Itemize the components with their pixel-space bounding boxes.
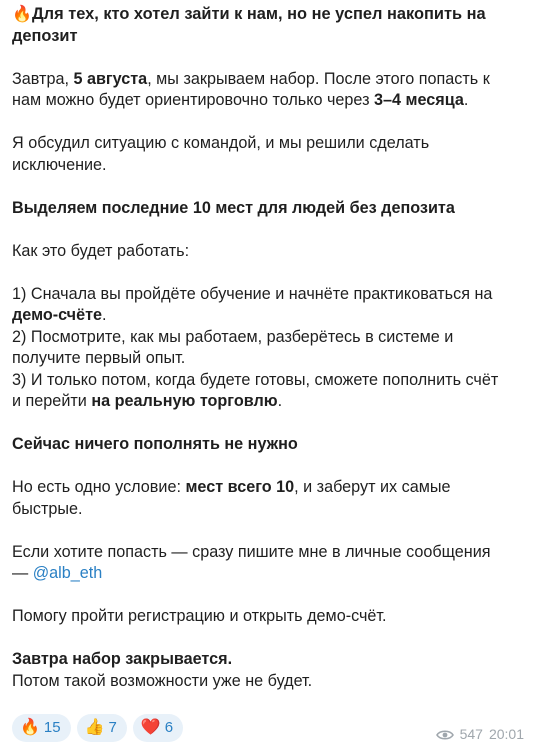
contact: Если хотите попасть — сразу пишите мне в личные сообщения	[12, 542, 491, 561]
step-1-2	[12, 305, 522, 327]
heading-no-deposit: Сейчас ничего пополнять не нужно	[12, 435, 298, 453]
paragraph-exception: Я обсудил ситуацию с командой, и мы решили сделать	[12, 134, 430, 152]
condition	[12, 477, 522, 499]
bold-demo: демо-счёте	[12, 306, 103, 324]
how-it-works: Как это будет работать:	[12, 241, 190, 260]
paragraph-closing-date-2	[12, 90, 522, 112]
text: .	[277, 392, 283, 410]
text: , и заберут их самые	[294, 478, 451, 496]
step-3: 3) И только потом, когда будете готовы, сможете пополнить счёт	[12, 370, 499, 389]
message-meta	[436, 724, 524, 746]
reaction-count: 6	[164, 719, 174, 737]
text: , мы закрываем набор. После этого попасть к	[147, 69, 490, 88]
username-link[interactable]: @alb_eth	[32, 564, 103, 582]
text: .	[102, 306, 107, 324]
reactions-bar	[12, 714, 183, 742]
message-time: 20:01	[488, 726, 524, 742]
contact-2	[12, 563, 522, 585]
bold-date: 5 августа	[73, 69, 148, 88]
heading-last-places: Выделяем последние 10 мест для людей без депозита	[12, 198, 455, 217]
closing-tomorrow: Завтра набор закрывается.	[12, 650, 233, 668]
reaction-heart[interactable]	[133, 714, 183, 742]
text: нам можно будет ориентировочно только через	[12, 91, 374, 109]
bold-period: 3–4 месяца	[374, 91, 464, 109]
text: и перейти	[12, 392, 92, 410]
no-more-chance: Потом такой возможности уже не будет.	[12, 671, 313, 690]
thumbs-up-icon: 👍	[84, 719, 105, 737]
help-registration: Помогу пройти регистрацию и открыть демо-счёт.	[12, 607, 387, 625]
text: Завтра,	[12, 69, 74, 88]
text: —	[12, 564, 33, 582]
step-1: 1) Сначала вы пройдёте обучение и начнёте практиковаться на	[12, 284, 493, 303]
bold-real-trading: на реальную торговлю	[91, 392, 278, 410]
text: .	[463, 91, 469, 109]
title-text: Для тех, кто хотел зайти к нам, но не успел накопить на депозит	[12, 5, 486, 45]
bold-places: мест всего 10	[185, 478, 295, 496]
message-title	[12, 4, 522, 47]
reaction-count: 7	[108, 719, 117, 737]
reaction-count: 15	[43, 719, 61, 737]
step-2: 2) Посмотрите, как мы работаем, разберётесь в системе и	[12, 327, 454, 346]
eye-icon	[436, 729, 454, 741]
paragraph-exception-2: исключение.	[12, 155, 107, 174]
view-count: 547	[459, 726, 483, 742]
heart-icon: ❤️	[140, 719, 161, 737]
condition-2: быстрые.	[12, 499, 83, 518]
fire-emoji-icon: 🔥	[12, 6, 32, 23]
reaction-thumbs-up[interactable]	[77, 714, 127, 742]
paragraph-closing-date	[12, 69, 522, 91]
text: Но есть одно условие:	[12, 478, 186, 496]
fire-icon: 🔥	[20, 719, 40, 737]
reaction-fire[interactable]	[12, 714, 71, 742]
step-2-2: получите первый опыт.	[12, 349, 186, 367]
step-3-2	[12, 391, 522, 413]
